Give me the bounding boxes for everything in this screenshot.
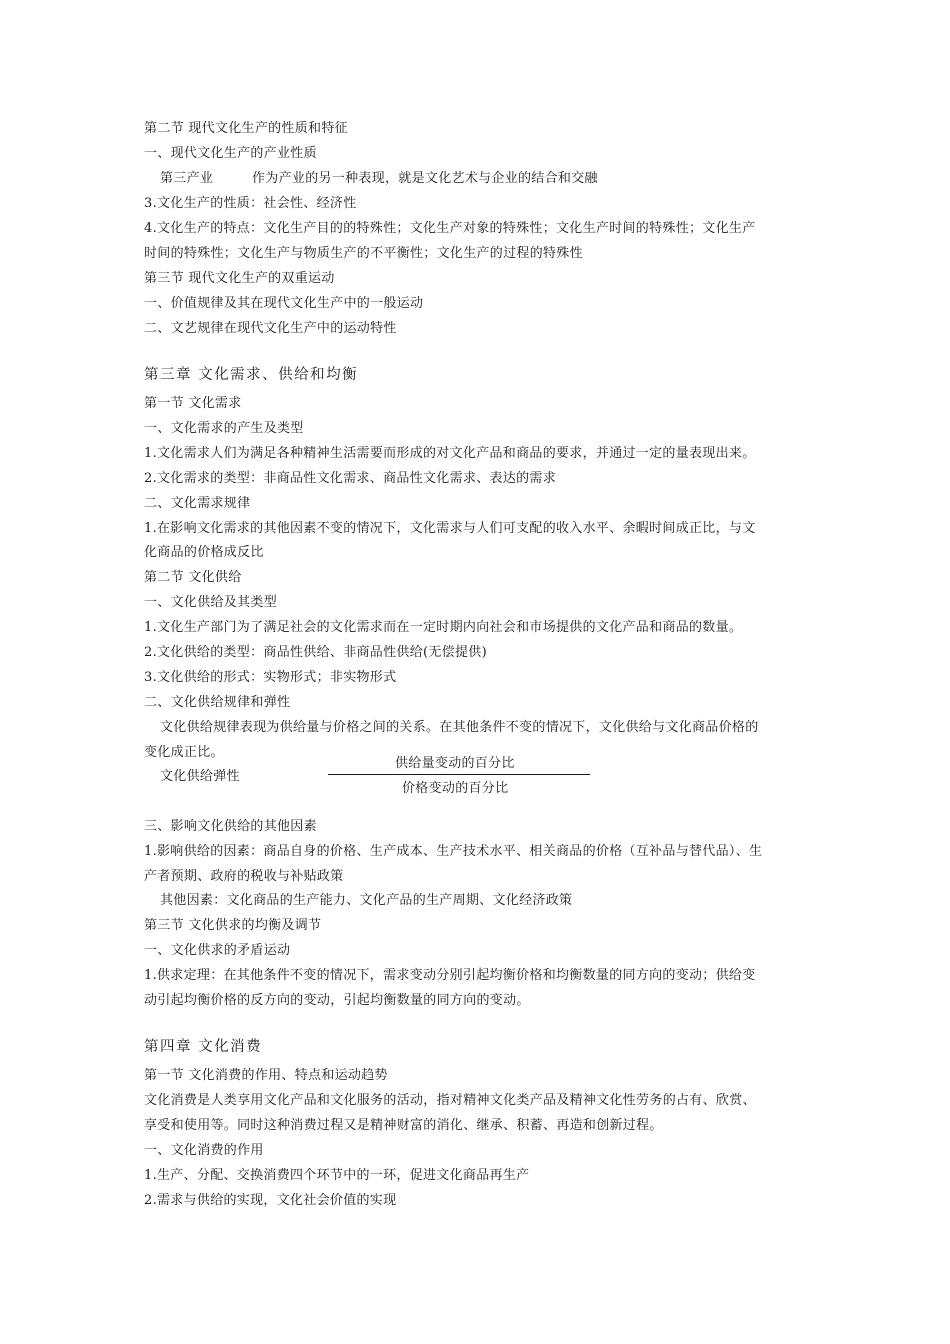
section-heading: 第一节 文化需求 [144,396,242,411]
paragraph-line: 3.文化生产的性质：社会性、经济性 [144,196,357,211]
chapter-heading: 第四章 文化消费 [144,1039,263,1055]
subsection-heading: 一、文化需求的产生及类型 [144,421,304,436]
paragraph-line: 文化消费是人类享用文化产品和文化服务的活动，指对精神文化类产品及精神文化性劳务的占有、欣赏、 [144,1093,756,1108]
subsection-heading: 二、文化需求规律 [144,496,251,511]
section-heading: 第三节 文化供求的均衡及调节 [144,918,322,933]
fraction-bar [328,774,590,775]
paragraph-line: 2.文化供给的类型：商品性供给、非商品性供给(无偿提供) [144,645,487,660]
paragraph-line: 产者预期、政府的税收与补贴政策 [144,869,344,884]
chapter-heading: 第三章 文化需求、供给和均衡 [144,367,359,383]
paragraph-line: 2.文化需求的类型：非商品性文化需求、商品性文化需求、表达的需求 [144,471,557,486]
formula-numerator: 供给量变动的百分比 [395,756,515,771]
paragraph-line: 3.文化供给的形式：实物形式；非实物形式 [144,670,397,685]
subsection-heading: 二、文化供给规律和弹性 [144,695,291,710]
subsection-heading: 一、文化供给及其类型 [144,595,278,610]
paragraph-line: 1.影响供给的因素：商品自身的价格、生产成本、生产技术水平、相关商品的价格（互补品与替代品）、生 [144,844,763,859]
formula-denominator: 价格变动的百分比 [402,781,509,796]
section-heading: 第三节 现代文化生产的双重运动 [144,271,335,286]
paragraph-line: 4.文化生产的特点：文化生产目的的特殊性；文化生产对象的特殊性；文化生产时间的特殊性；文化生产 [144,221,756,236]
paragraph-line [160,171,828,187]
paragraph-line: 1.在影响文化需求的其他因素不变的情况下，文化需求与人们可支配的收入水平、余暇时间成正比，与文 [144,521,756,536]
paragraph-line: 1.文化需求人们为满足各种精神生活需要而形成的对文化产品和商品的要求，并通过一定的量表现出来。 [144,446,756,461]
paragraph-line: 化商品的价格成反比 [144,545,264,560]
paragraph-line: 2.需求与供给的实现，文化社会价值的实现 [144,1193,397,1208]
subsection-heading: 一、价值规律及其在现代文化生产中的一般运动 [144,296,424,311]
subsection-heading: 一、文化供求的矛盾运动 [144,943,291,958]
paragraph-line: 1.供求定理：在其他条件不变的情况下，需求变动分别引起均衡价格和均衡数量的同方向的变动；供给变 [144,968,756,983]
section-heading: 第一节 文化消费的作用、特点和运动趋势 [144,1068,388,1083]
term-description: 作为产业的另一种表现，就是文化艺术与企业的结合和交融 [252,171,598,186]
paragraph-line: 变化成正比。 [144,745,224,760]
formula-label: 文化供给弹性 [160,769,240,784]
paragraph-line: 1.生产、分配、交换消费四个环节中的一环，促进文化商品再生产 [144,1168,530,1183]
paragraph-line: 其他因素：文化商品的生产能力、文化产品的生产周期、文化经济政策 [160,893,573,908]
paragraph-line: 1.文化生产部门为了满足社会的文化需求而在一定时期内向社会和市场提供的文化产品和商品的数量。 [144,620,743,635]
subsection-heading: 一、现代文化生产的产业性质 [144,146,317,161]
paragraph-line: 动引起均衡价格的反方向的变动，引起均衡数量的同方向的变动。 [144,993,530,1008]
term-label: 第三产业 [160,171,214,186]
subsection-heading: 三、影响文化供给的其他因素 [144,819,317,834]
section-heading: 第二节 现代文化生产的性质和特征 [144,121,348,136]
paragraph-line: 文化供给规律表现为供给量与价格之间的关系。在其他条件不变的情况下，文化供给与文化商品价格的 [160,720,759,735]
paragraph-line: 时间的特殊性；文化生产与物质生产的不平衡性；文化生产的过程的特殊性 [144,246,583,261]
paragraph-line: 享受和使用等。同时这种消费过程又是精神财富的消化、继承、积蓄、再造和创新过程。 [144,1118,663,1133]
subsection-heading: 一、文化消费的作用 [144,1143,264,1158]
section-heading: 第二节 文化供给 [144,570,242,585]
subsection-heading: 二、文艺规律在现代文化生产中的运动特性 [144,321,397,336]
